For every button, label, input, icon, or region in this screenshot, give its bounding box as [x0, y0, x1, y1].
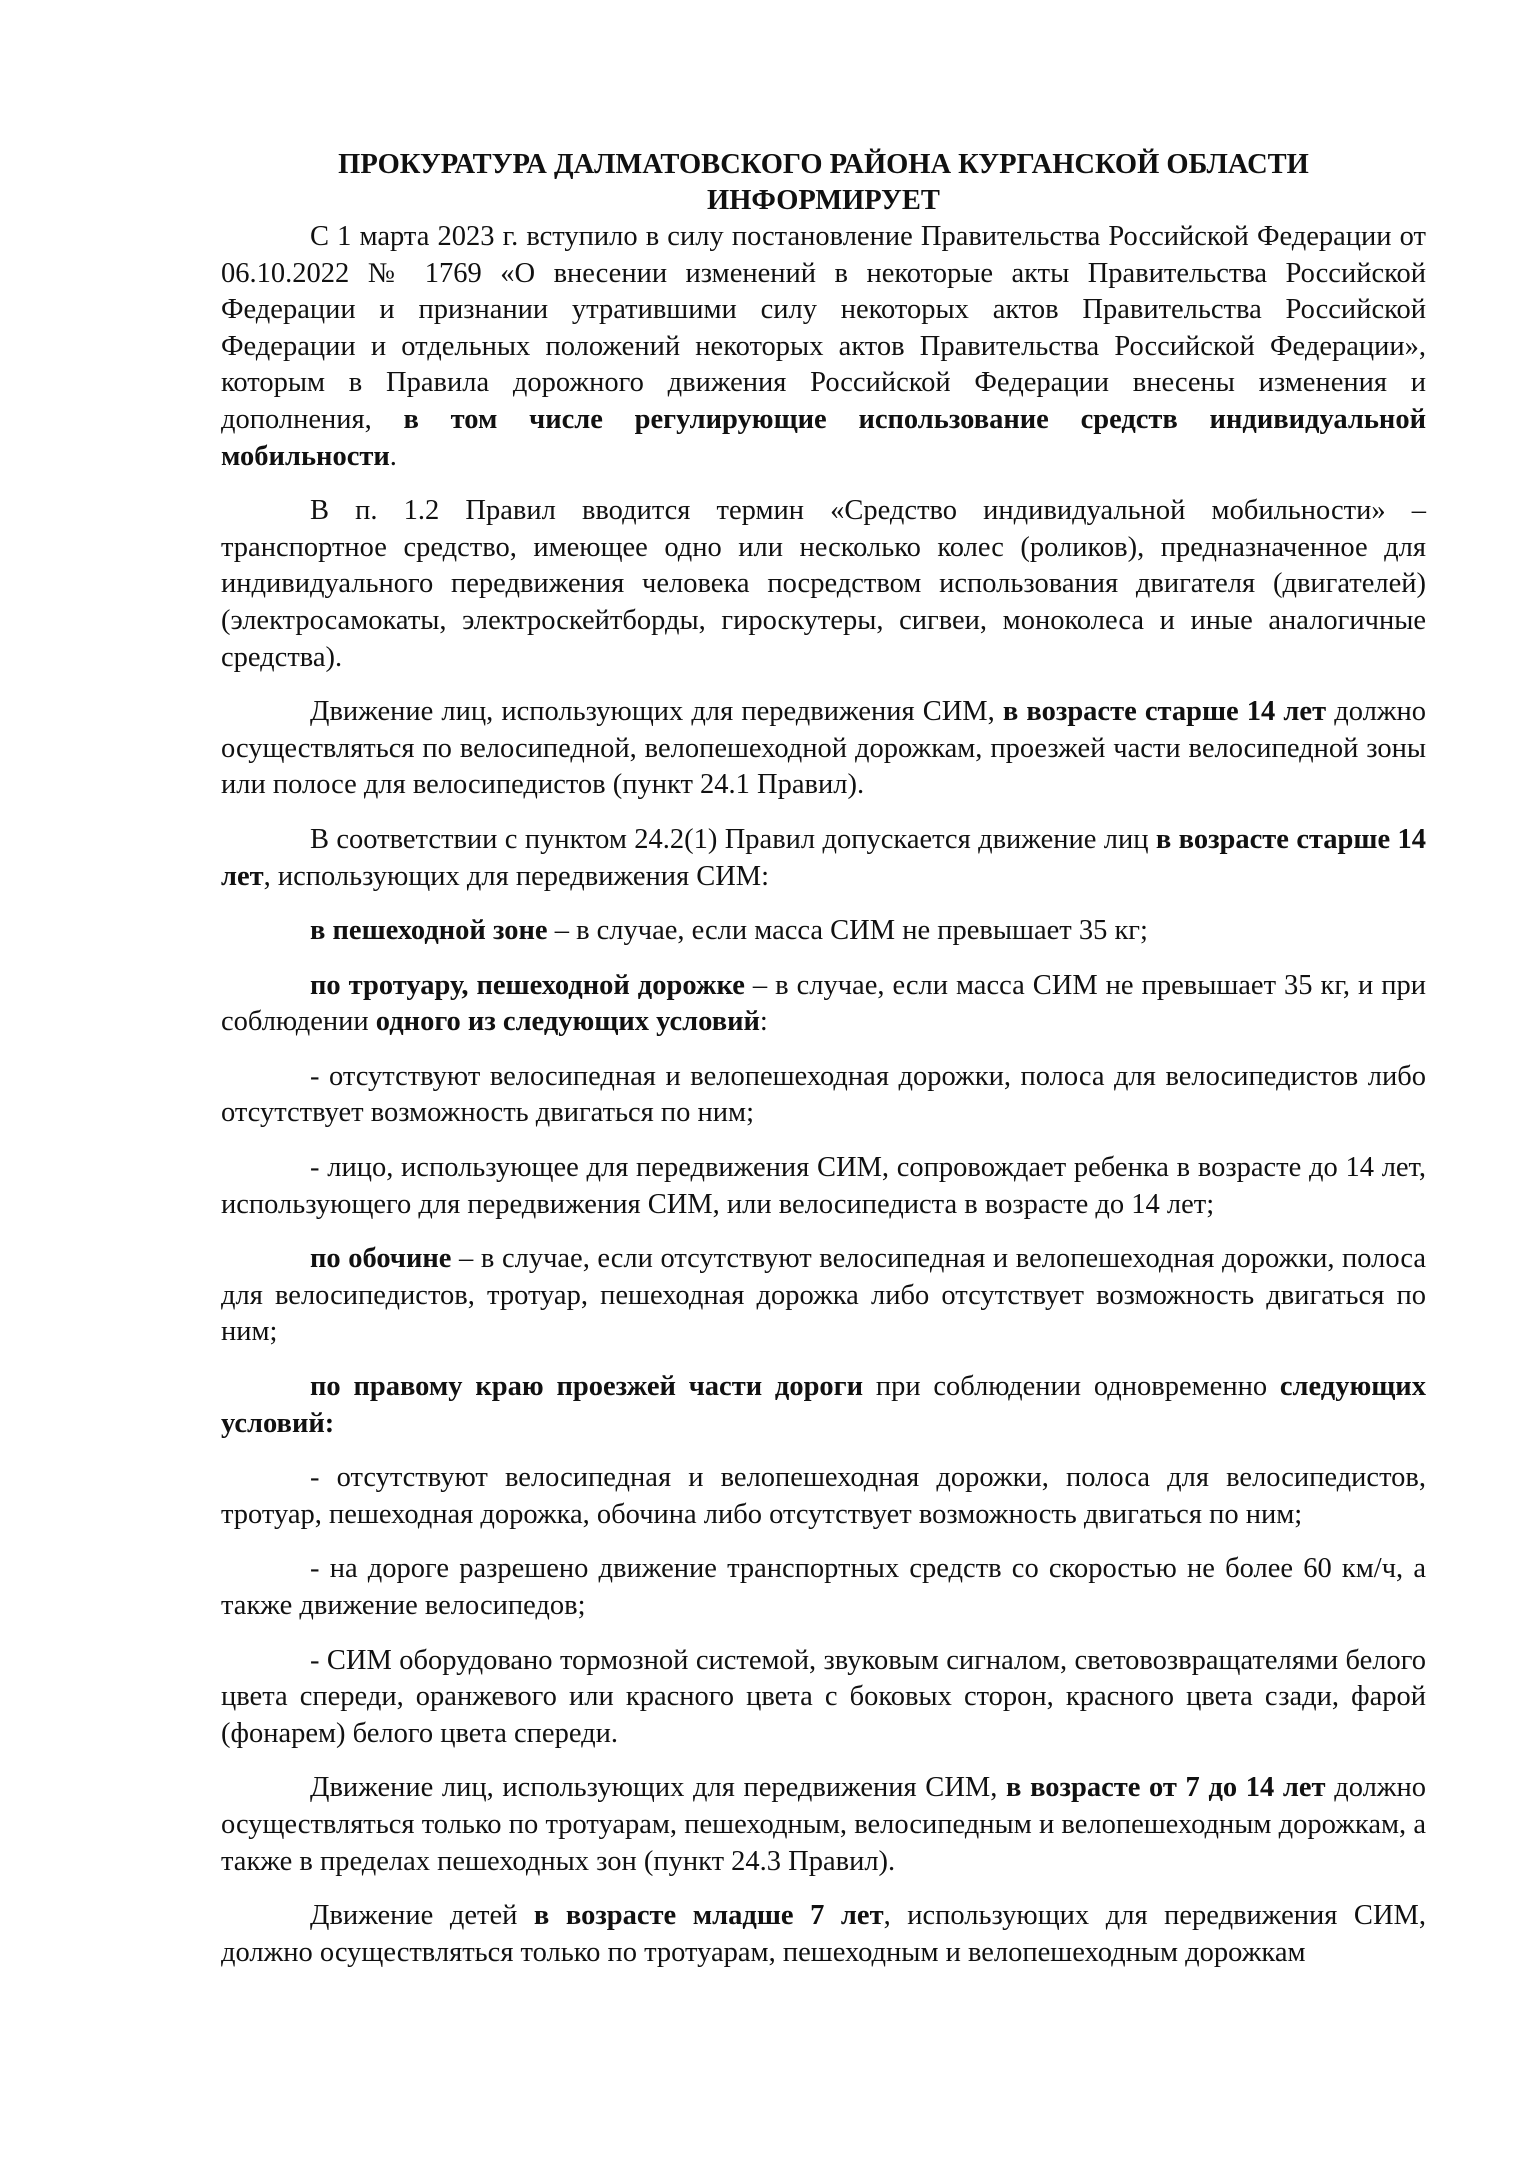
bold-run: по тротуару, пешеходной дорожке [310, 969, 745, 1001]
paragraph-over-14 [221, 694, 1426, 804]
paragraph-roadway-condition-2 [221, 1551, 1426, 1624]
document-page [221, 147, 1426, 1971]
text-run: , использующих для передвижения СИМ: [263, 860, 770, 892]
text-run: должно осуществляться только по тротуарам, пешеходным, велосипедным и велопешеходным дорожкам, а также в пределах пешеходных зон (пункт 24.3 Правил). [221, 1772, 1427, 1877]
text-run: . [389, 440, 397, 472]
text-run: , использующих для передвижения СИМ, должно осуществляться только по тротуарам, пешеходным и велопешеходным дорожкам [221, 1900, 1426, 1968]
text-run: – в случае, если масса СИМ не превышает 35 кг, и при соблюдении [221, 969, 1426, 1038]
text-run: С 1 марта 2023 г. вступило в силу постановление Правительства Российской Федерации от 06.10.2022 № 1769 «О внесении изменений в некоторые акты Правительства Российской Федерации и признании утратившими силу некоторых актов Правительства Российской Федерации и отдельных положений некоторых актов Правительства Российской Федерации», которым в Правила дорожного движения Российской Федерации внесены изменения и дополнения, [221, 221, 1426, 435]
text-run: - на дороге разрешено движение транспортных средств со скоростью не более 60 км/ч, а также движение велосипедов; [221, 1553, 1426, 1621]
bold-run: по правому краю проезжей части дороги [310, 1371, 864, 1403]
text-run: должно осуществляться по велосипедной, велопешеходной дорожкам, проезжей части велосипедной зоны или полосе для велосипедистов (пункт 24.1 Правил). [221, 696, 1426, 801]
bold-run: в возрасте младше 7 лет [533, 1900, 884, 1932]
bold-run: в возрасте от 7 до 14 лет [1006, 1772, 1326, 1804]
bold-run: в пешеходной зоне [310, 915, 548, 947]
text-run: : [759, 1006, 768, 1038]
text-run: - отсутствуют велосипедная и велопешеходная дорожки, полоса для велосипедистов, тротуар, пешеходная дорожка, обочина либо отсутствует возможность двигаться по ним; [221, 1462, 1426, 1530]
bold-run: одного из следующих условий [375, 1006, 760, 1038]
bold-run: в том числе регулирующие использование средств индивидуальной мобильности [221, 403, 1426, 472]
title-line-2: ИНФОРМИРУЕТ [707, 185, 940, 216]
paragraph-pedestrian-zone [221, 913, 1426, 950]
paragraph-roadway-condition-3 [221, 1643, 1426, 1753]
bold-run: в возрасте старше 14 лет [221, 823, 1426, 892]
bold-run: в возрасте старше 14 лет [1002, 696, 1327, 728]
paragraph-7-to-14 [221, 1770, 1426, 1880]
paragraph-definition [221, 493, 1426, 676]
paragraph-condition-1 [221, 1059, 1426, 1132]
text-run: – в случае, если отсутствуют велосипедная и велопешеходная дорожки, полоса для велосипедистов, тротуар, пешеходная дорожка либо отсутствует возможность двигаться по ним; [221, 1243, 1427, 1348]
paragraph-decree [221, 219, 1426, 475]
text-run: Движение лиц, использующих для передвижения СИМ, [310, 696, 1003, 728]
paragraph-roadway-condition-1 [221, 1460, 1426, 1533]
text-run: Движение детей [310, 1900, 534, 1932]
paragraph-under-7 [221, 1898, 1426, 1971]
title-line-1: ПРОКУРАТУРА ДАЛМАТОВСКОГО РАЙОНА КУРГАНСКОЙ ОБЛАСТИ [338, 149, 1309, 180]
paragraph-shoulder [221, 1241, 1426, 1351]
bold-run: следующих условий: [221, 1371, 1426, 1439]
paragraph-sidewalk [221, 968, 1426, 1041]
text-run: при соблюдении одновременно [863, 1371, 1280, 1403]
paragraph-rule-24-2 [221, 822, 1426, 895]
text-run: Движение лиц, использующих для передвижения СИМ, [310, 1772, 1007, 1804]
text-run: – в случае, если масса СИМ не превышает 35 кг; [547, 915, 1148, 947]
text-run: - лицо, использующее для передвижения СИМ, сопровождает ребенка в возрасте до 14 лет, использующего для передвижения СИМ, или велосипедиста в возрасте до 14 лет; [221, 1152, 1426, 1220]
text-run: - отсутствуют велосипедная и велопешеходная дорожки, полоса для велосипедистов либо отсутствует возможность двигаться по ним; [221, 1060, 1426, 1129]
document-title [221, 147, 1426, 219]
paragraph-condition-2 [221, 1150, 1426, 1223]
text-run: В п. 1.2 Правил вводится термин «Средство индивидуальной мобильности» – транспортное средство, имеющее одно или несколько колес (роликов), предназначенное для индивидуального передвижения человека посредством использования двигателя (двигателей) (электросамокаты, электроскейтборды, гироскутеры, сигвеи, моноколеса и иные аналогичные средства). [221, 495, 1426, 673]
paragraph-roadway [221, 1369, 1426, 1442]
text-run: - СИМ оборудовано тормозной системой, звуковым сигналом, световозвращателями белого цвета спереди, оранжевого или красного цвета с боковых сторон, красного цвета сзади, фарой (фонарем) белого цвета спереди. [221, 1644, 1426, 1749]
bold-run: по обочине [310, 1243, 452, 1275]
text-run: В соответствии с пунктом 24.2(1) Правил допускается движение лиц [310, 823, 1156, 855]
